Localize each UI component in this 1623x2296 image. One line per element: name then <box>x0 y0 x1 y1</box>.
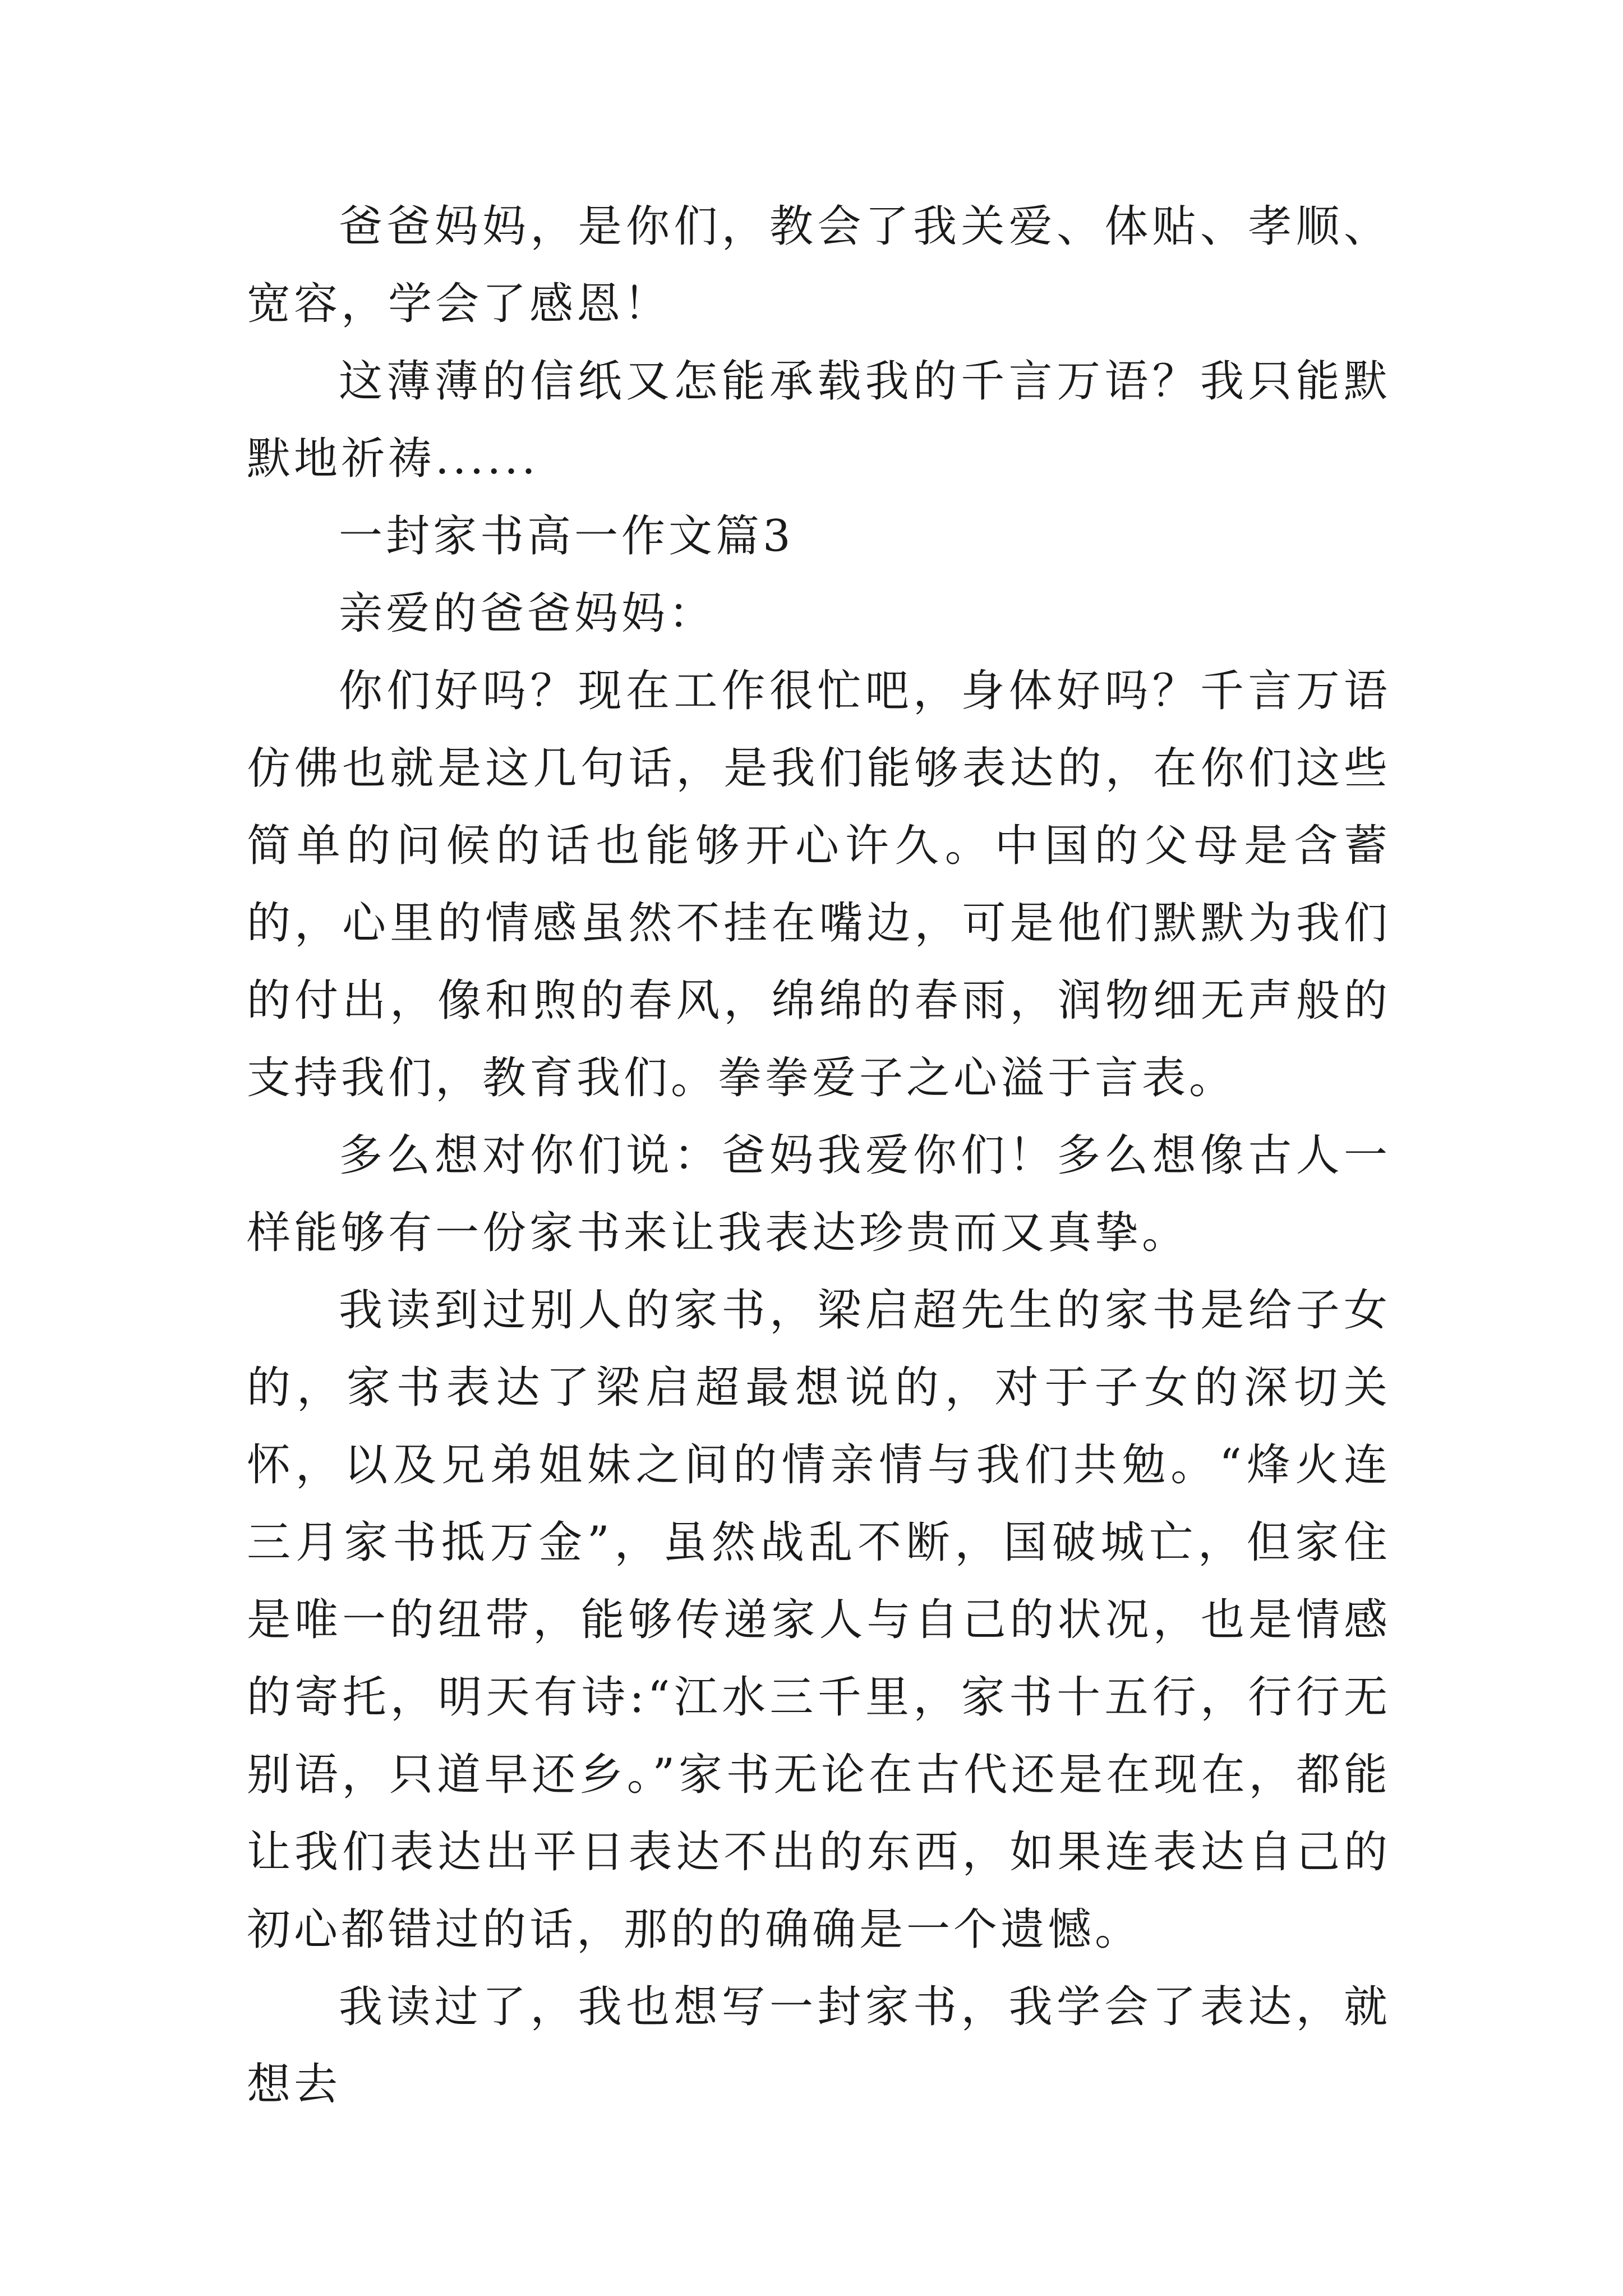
section-heading: 一封家书高一作文篇3 <box>339 511 794 562</box>
paragraph-wish: 多么想对你们说：爸妈我爱你们！多么想像古人一样能够有一份家书来让我表达珍贵而又真挚。 <box>247 1130 1391 1258</box>
document-body <box>247 188 1391 2123</box>
paragraph-prayer: 这薄薄的信纸又怎能承载我的千言万语？我只能默默地祈祷...... <box>247 356 1391 484</box>
paragraph-liang-qichao: 我读到过别人的家书，梁启超先生的家书是给子女的，家书表达了梁启超最想说的，对于子女的深切关怀，以及兄弟姐妹之间的情亲情与我们共勉。“烽火连三月家书抵万金”，虽然战乱不断，国破城亡，但家住是唯一的纽带，能够传递家人与自己的状况，也是情感的寄托，明天有诗:“江水三千里，家书十五行，行行无别语，只道早还乡。”家书无论在古代还是在现在，都能让我们表达出平日表达不出的东西，如果连表达自己的初心都错过的话，那的的确确是一个遗憾。 <box>247 1285 1391 1955</box>
letter-salutation: 亲爱的爸爸妈妈： <box>339 588 716 639</box>
paragraph-greeting: 你们好吗？现在工作很忙吧，身体好吗？千言万语仿佛也就是这几句话，是我们能够表达的，在你们这些简单的问候的话也能够开心许久。中国的父母是含蓄的，心里的情感虽然不挂在嘴边，可是他们默默为我们的付出，像和煦的春风，绵绵的春雨，润物细无声般的支持我们，教育我们。拳拳爱子之心溢于言表。 <box>247 666 1391 1103</box>
paragraph-gratitude: 爸爸妈妈，是你们，教会了我关爱、体贴、孝顺、宽容，学会了感恩！ <box>247 201 1391 329</box>
paragraph-closing: 我读过了，我也想写一封家书，我学会了表达，就想去 <box>247 1982 1391 2110</box>
